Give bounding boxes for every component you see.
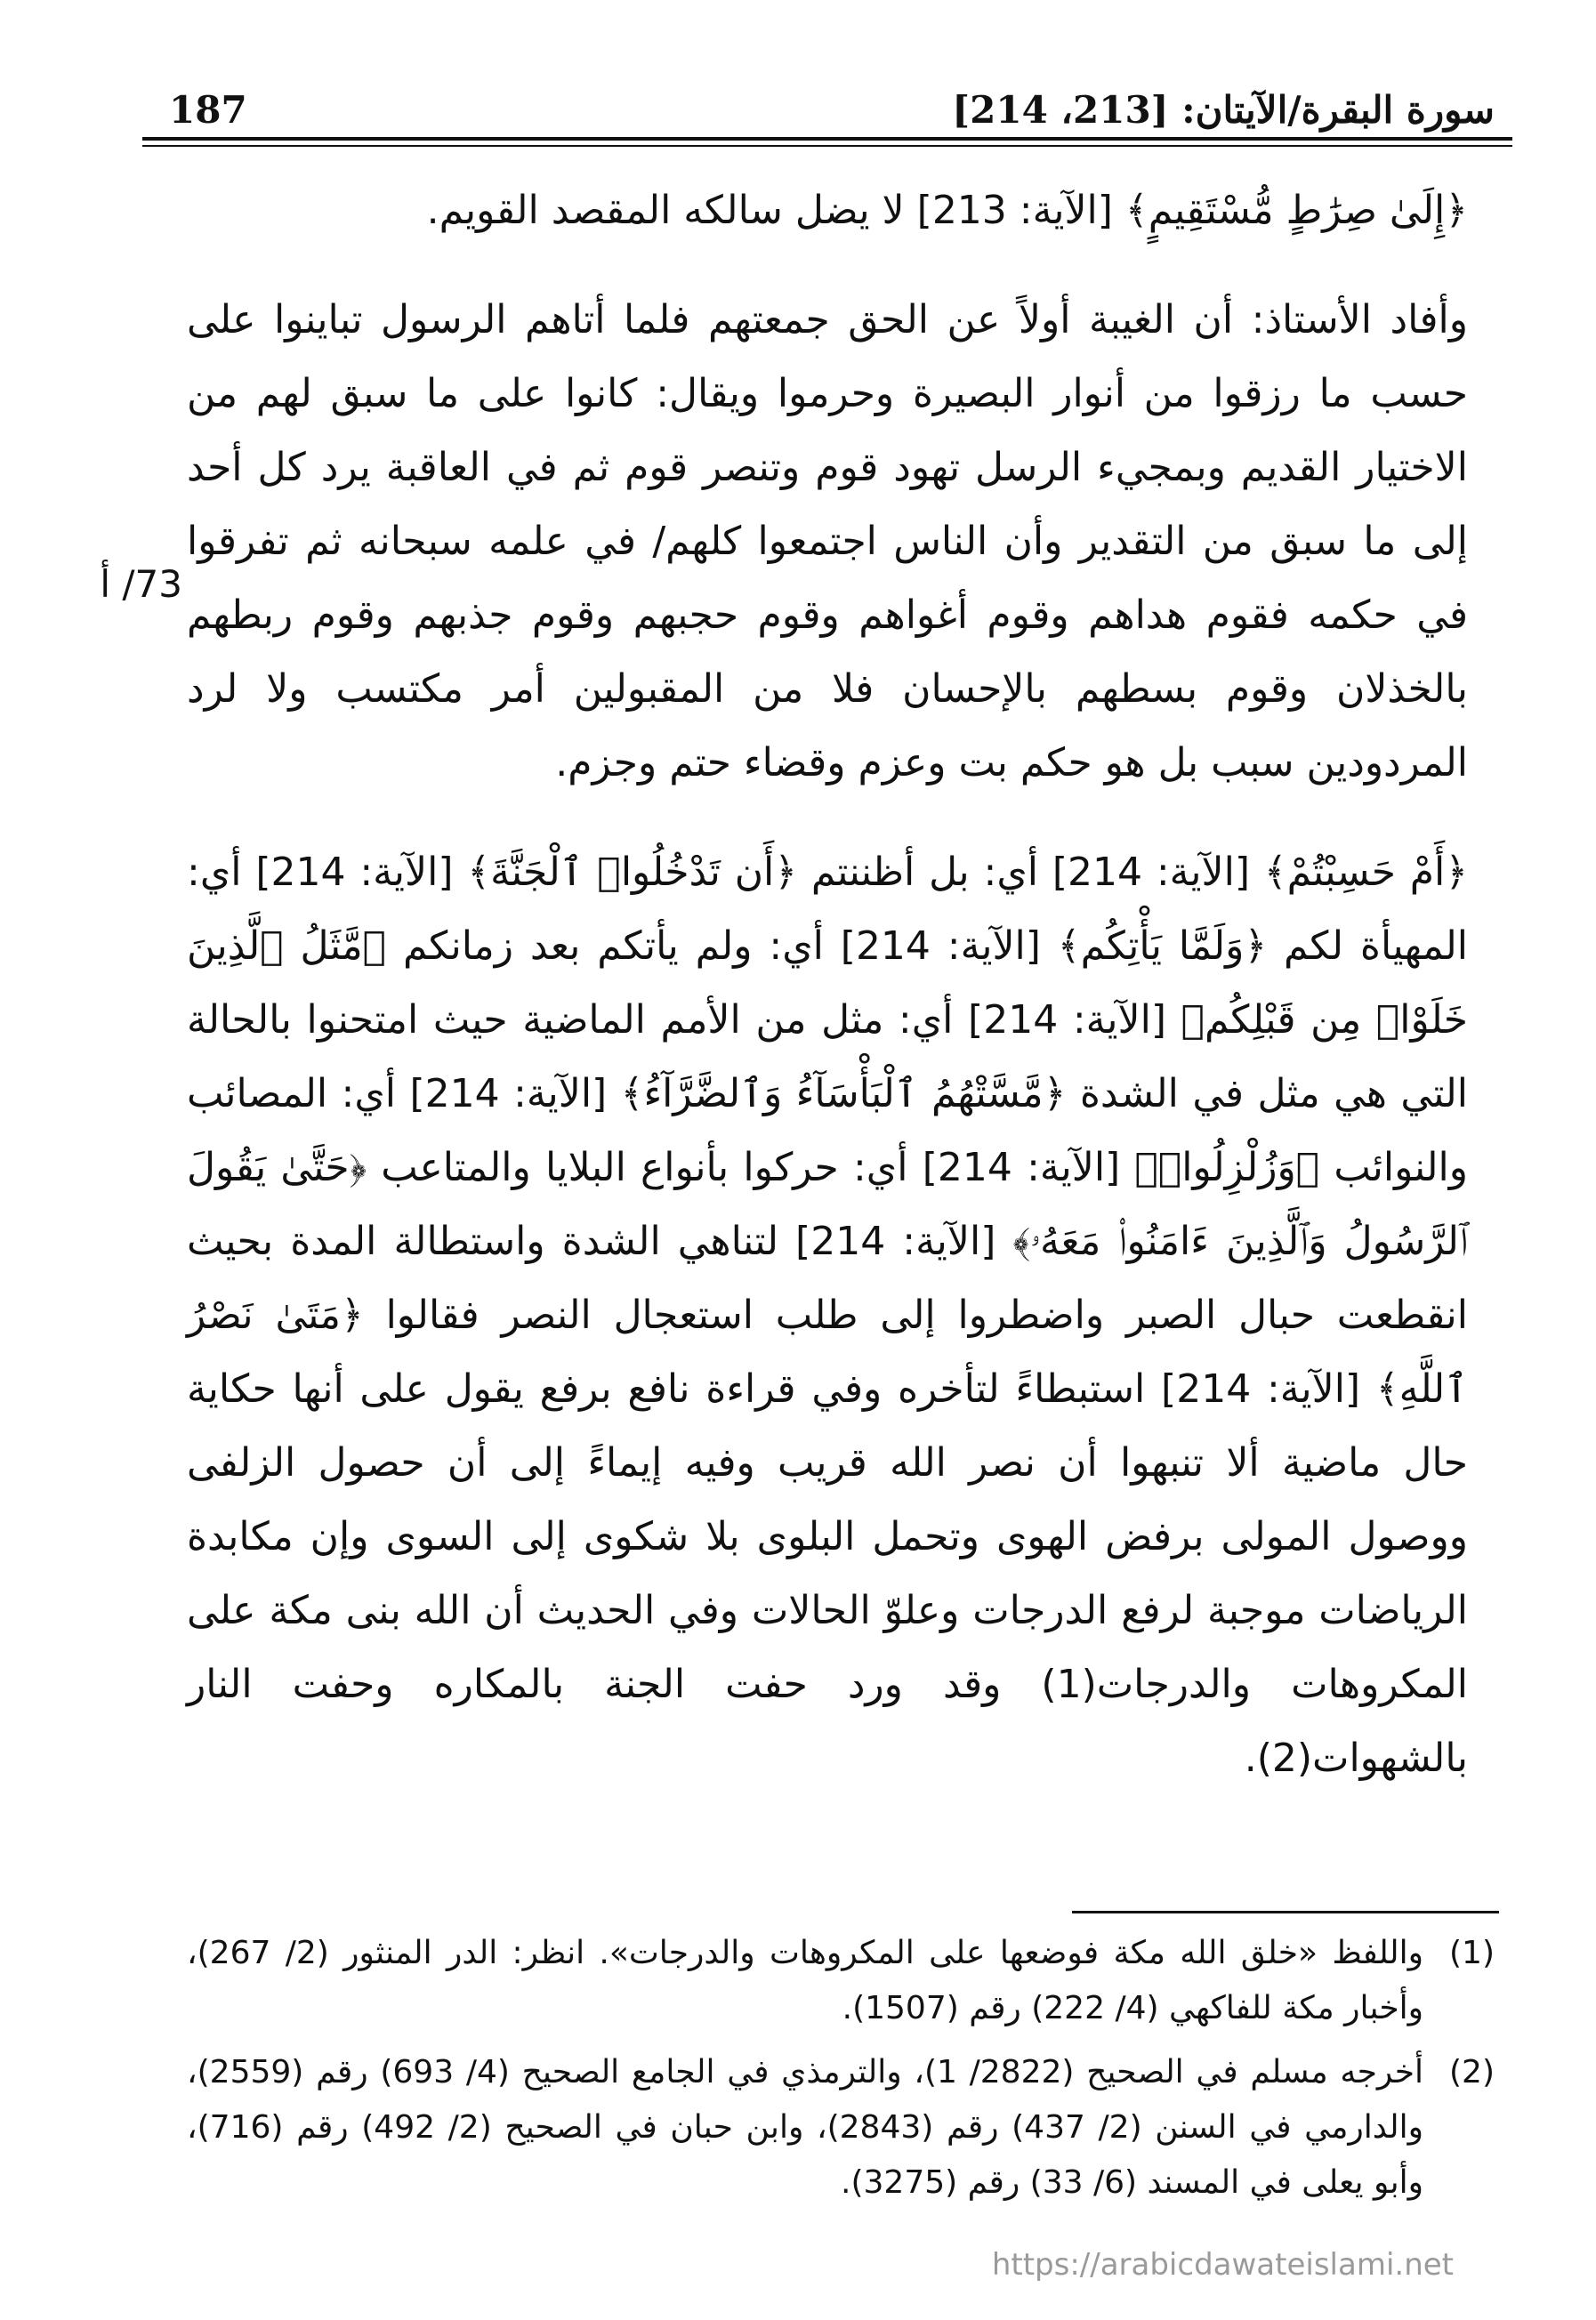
footnote-1 <box>187 1926 1495 2036</box>
watermark-url: https://arabicdawateislami.net <box>991 2247 1454 2283</box>
paragraph-2: وأفاد الأستاذ: أن الغيبة أولاً عن الحق جمعتهم فلما أتاهم الرسول تباينوا على حسب ما رزقوا من أنوار البصيرة وحرموا ويقال: كانوا على ما سبق لهم من الاختيار القديم وبمجيء الرسل تهود قوم وتنصر قوم ثم في العاقبة يرد كل أحد إلى ما سبق من التقدير وأن الناس اجتمعوا كلهم/ في علمه سبحانه ثم تفرقوا في حكمه فقوم هداهم وقوم أغواهم وقوم حجبهم وقوم جذبهم وقوم ربطهم بالخذلان وقوم بسطهم بالإحسان فلا من المقبولين أمر مكتسب ولا لرد المردودين سبب بل هو حكم بت وعزم وقضاء حتم وجزم. <box>187 297 1468 785</box>
paragraph-3: ﴿أَمْ حَسِبْتُمْ﴾ [الآية: 214] أي: بل أظننتم ﴿أَن تَدْخُلُوا۟ ٱلْجَنَّةَ﴾ [الآية: 214] أي: المهيأة لكم ﴿وَلَمَّا يَأْتِكُم﴾ [الآية: 214] أي: ولم يأتكم بعد زمانكم ﴿مَّثَلُ ٱلَّذِينَ خَلَوْا۟ مِن قَبْلِكُم﴾ [الآية: 214] أي: مثل من الأمم الماضية حيث امتحنوا بالحالة التي هي مثل في الشدة ﴿مَّسَّتْهُمُ ٱلْبَأْسَآءُ وَٱلضَّرَّآءُ﴾ [الآية: 214] أي: المصائب والنوائب ﴿وَزُلْزِلُوا۟﴾ [الآية: 214] أي: حركوا بأنواع البلايا والمتاعب ﴿حَتَّىٰ يَقُولَ ٱلرَّسُولُ وَٱلَّذِينَ ءَامَنُوا۟ مَعَهُۥ﴾ [الآية: 214] لتناهي الشدة واستطالة المدة بحيث انقطعت حبال الصبر واضطروا إلى طلب استعجال النصر فقالوا ﴿مَتَىٰ نَصْرُ ٱللَّهِ﴾ [الآية: 214] استبطاءً لتأخره وفي قراءة نافع برفع يقول على أنها حكاية حال ماضية ألا تنبهوا أن نصر الله قريب وفيه إيماءً إلى أن حصول الزلفى ووصول المولى برفض الهوى وتحمل البلوى بلا شكوى إلى السوى وإن مكابدة الرياضات موجبة لرفع الدرجات وعلوّ الحالات وفي الحديث أن الله بنى مكة على المكروهات والدرجات(1) وقد ورد حفت الجنة بالمكاره وحفت النار بالشهوات(2). <box>187 850 1469 1781</box>
page-number: 187 <box>169 88 247 132</box>
running-title: سورة البقرة/الآيتان: [213، 214] <box>952 88 1495 132</box>
footnote-separator <box>1072 1911 1499 1913</box>
footnote-number: (1) <box>1449 1935 1495 1971</box>
paragraph-1: ﴿إِلَىٰ صِرَٰطٍ مُّسْتَقِيمٍ﴾ [الآية: 213] لا يضل سالكه المقصد القويم. <box>426 188 1468 233</box>
footnote-2 <box>187 2045 1495 2211</box>
header-rule-thin <box>142 145 1512 147</box>
footnote-text: واللفظ «خلق الله مكة فوضعها على المكروهات والدرجات». انظر: الدر المنثور (2/ 267)، وأخبار مكة للفاكهي (4/ 222) رقم (1507). <box>187 1935 1423 2026</box>
page-header <box>169 78 1495 132</box>
footnote-number: (2) <box>1449 2054 1495 2090</box>
footnotes <box>187 1926 1495 2219</box>
footnote-text: أخرجه مسلم في الصحيح (2822/ 1)، والترمذي في الجامع الصحيح (4/ 693) رقم (2559)، والدارمي في السنن (2/ 437) رقم (2843)، وابن حبان في الصحيح (2/ 492) رقم (716)، وأبو يعلى في المسند (6/ 33) رقم (3275). <box>187 2054 1424 2201</box>
margin-folio-note: 73/ أ <box>100 562 182 606</box>
header-rule-thick <box>142 137 1512 141</box>
main-text <box>187 173 1468 1795</box>
